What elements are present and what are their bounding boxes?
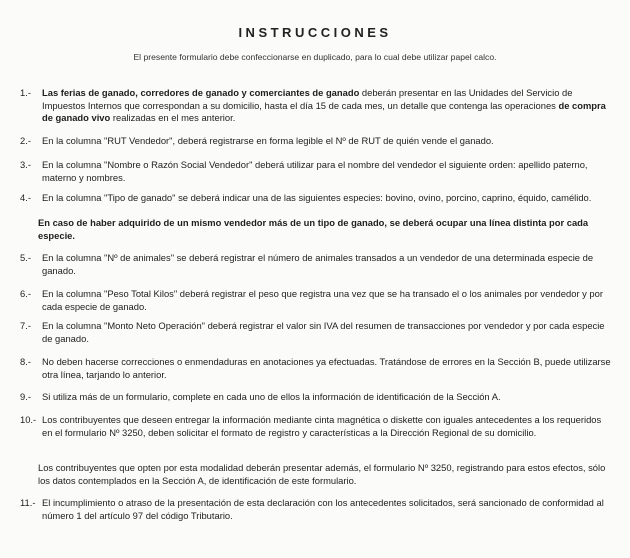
item-text: En la columna "Monto Neto Operación" deberá registrar el valor sin IVA del resumen de transacciones por vendedor y por cada especie de ganado. [42, 320, 605, 344]
item-number: 3.- [20, 159, 31, 170]
item-text: En la columna "Tipo de ganado" se deberá indicar una de las siguientes especies: bovino, ovino, porcino, caprino, équido, camélido. [42, 192, 592, 203]
item-text: No deben hacerse correcciones o enmendaduras en anotaciones ya efectuadas. Tratándose de errores en la Sección B, puede utilizarse otra línea, tarjando lo anterior. [42, 356, 611, 380]
item-number: 5.- [20, 252, 31, 263]
item-text-bold: Las ferias de ganado, corredores de ganado y comerciantes de ganado [42, 87, 360, 98]
item-number: 8.- [20, 356, 31, 367]
item-number: 7.- [20, 320, 31, 331]
instruction-item-2 [20, 135, 612, 148]
item-number: 1.- [20, 87, 31, 98]
item-text: En la columna "Peso Total Kilos" deberá registrar el peso que registra una vez que se ha transado el o los animales por vendedor y por cada especie de ganado. [42, 288, 603, 312]
instruction-item-9 [20, 391, 612, 404]
instruction-item-10-note: Los contribuyentes que opten por esta modalidad deberán presentar además, el formulario Nº 3250, registrando para estos efectos, sólo los datos contemplados en la Sección A, de identificación de este formulario. [38, 462, 606, 486]
instruction-item-6 [20, 288, 612, 313]
item-text: Los contribuyentes que deseen entregar la información mediante cinta magnética o diskette con iguales antecedentes a los requeridos en el formulario Nº 3250, deben solicitar el formato de registro y características a la Dirección Regional de su domicilio. [42, 414, 602, 438]
instruction-item-5 [20, 252, 612, 277]
item-text: En la columna "Nº de animales" se deberá registrar el número de animales transados a un vendedor de una determinada especie de ganado. [42, 252, 594, 276]
item-number: 2.- [20, 135, 31, 146]
page-title: INSTRUCCIONES [238, 25, 392, 40]
instruction-item-8 [20, 356, 612, 381]
item-text: En la columna "Nombre o Razón Social Vendedor" deberá utilizar para el nombre del vendedor el siguiente orden: apellido paterno, materno y nombres. [42, 159, 588, 183]
item-text: En la columna "RUT Vendedor", deberá registrarse en forma legible el Nº de RUT de quién vende el ganado. [42, 135, 494, 146]
item-number: 10.- [20, 414, 37, 425]
instruction-item-4-note: En caso de haber adquirido de un mismo vendedor más de un tipo de ganado, se deberá ocupar una línea distinta por cada especie. [38, 217, 589, 241]
item-number: 11.- [20, 497, 36, 508]
instruction-item-10 [20, 414, 612, 439]
item-text: deberán presentar en las Unidades del Servicio de Impuestos Internos que correspondan a su domicilio, hasta el día 15 de cada mes, un detalle que contenga las operaciones [42, 87, 573, 111]
page-subtitle: El presente formulario debe confeccionarse en duplicado, para lo cual debe utilizar papel calco. [133, 52, 497, 62]
item-text: El incumplimiento o atraso de la presentación de esta declaración con los antecedentes solicitados, será sancionado de conformidad al número 1 del artículo 97 del código Tributario. [42, 497, 604, 521]
instruction-item-7 [20, 320, 612, 345]
item-number: 4.- [20, 192, 31, 203]
item-text: realizadas en el mes anterior. [110, 112, 236, 124]
instruction-item-3 [20, 159, 612, 184]
item-text: Si utiliza más de un formulario, complete en cada uno de ellos la información de identificación de la Sección A. [42, 391, 501, 402]
instruction-item-4 [20, 192, 612, 205]
item-number: 6.- [20, 288, 31, 299]
instruction-item-11 [20, 497, 612, 522]
instruction-item-1 [20, 87, 612, 125]
item-number: 9.- [20, 391, 31, 402]
item-text-bold: de compra de ganado vivo [42, 99, 606, 124]
